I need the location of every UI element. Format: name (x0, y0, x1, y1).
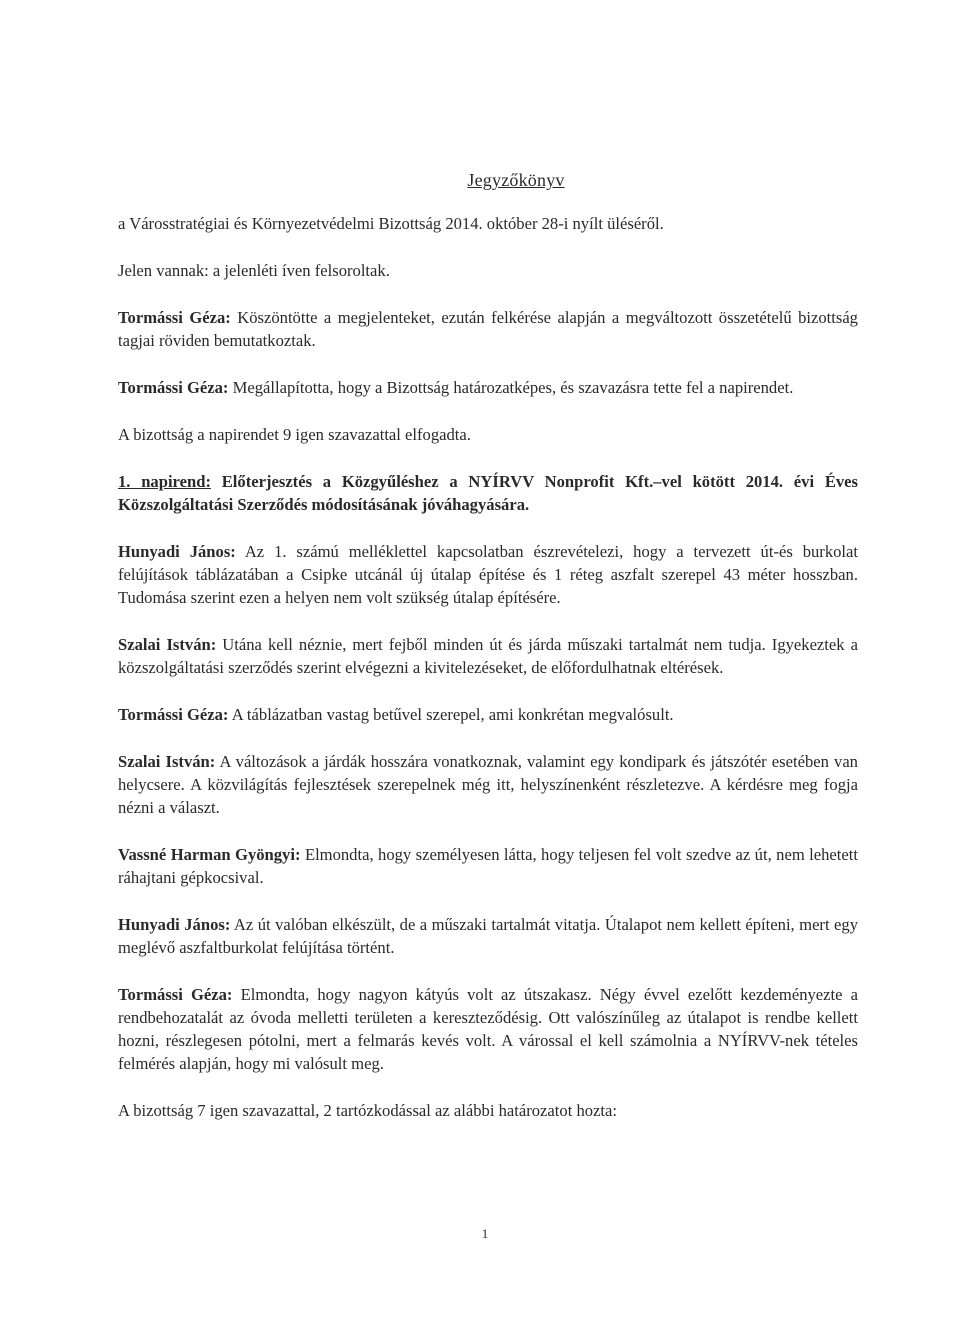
agenda-label: 1. napirend: (118, 472, 211, 491)
vote-paragraph (118, 423, 858, 446)
agenda-item (118, 470, 858, 516)
paragraph-text: A bizottság 7 igen szavazattal, 2 tartózkodással az alábbi határozatot hozta: (118, 1101, 617, 1120)
paragraph-text: A változások a járdák hosszára vonatkoznak, valamint egy kondipark és játszótér esetében van helycsere. A közvilágítás fejlesztések szerepelnek még itt, helyszínenként részletezve. A kérdésre meg fogja nézni a választ. (118, 752, 858, 817)
statement-paragraph (118, 376, 858, 399)
statement-paragraph (118, 703, 858, 726)
intro-paragraph (118, 212, 858, 235)
paragraph-text: Köszöntötte a megjelenteket, ezután felkérése alapján a megváltozott összetételű bizottság tagjai röviden bemutatkoztak. (118, 308, 858, 350)
paragraph-text: Megállapította, hogy a Bizottság határozatképes, és szavazásra tette fel a napirendet. (232, 378, 794, 397)
speaker-name: Hunyadi János: (118, 542, 236, 561)
speaker-name: Vassné Harman Gyöngyi: (118, 845, 301, 864)
statement-paragraph (118, 750, 858, 819)
statement-paragraph (118, 913, 858, 959)
speaker-name: Tormássi Géza: (118, 378, 229, 397)
statement-paragraph (118, 306, 858, 352)
paragraph-text: Elmondta, hogy nagyon kátyús volt az útszakasz. Négy évvel ezelőtt kezdeményezte a rendbehozatalát az óvoda melletti területen a kereszteződésig. Ott valószínűleg az útalapot is rendbe kellett hozni, részlegesen pótolni, mert a felmarás kevés volt. A várossal el kell számolnia a NYÍRVV-nek tételes felmérés alapján, hogy mi valósult meg. (118, 985, 858, 1073)
page-number: 1 (481, 1226, 489, 1241)
paragraph-text: Az út valóban elkészült, de a műszaki tartalmát vitatja. Útalapot nem kellett építeni, mert egy meglévő aszfaltburkolat felújítása történt. (118, 915, 858, 957)
speaker-name: Hunyadi János: (118, 915, 231, 934)
speaker-name: Tormássi Géza: (118, 308, 231, 327)
statement-paragraph (118, 983, 858, 1075)
paragraph-text: Az 1. számú melléklettel kapcsolatban észrevételezi, hogy a tervezett út-és burkolat felújítások táblázatában a Csipke utcánál új útalap építése és 1 réteg aszfalt szerepel 43 méter hosszban. Tudomása szerint ezen a helyen nem volt szükség útalap építésére. (118, 542, 859, 607)
speaker-name: Tormássi Géza: (118, 705, 229, 724)
speaker-name: Szalai István: (118, 752, 216, 771)
statement-paragraph (118, 843, 858, 889)
resolution-intro-paragraph (118, 1099, 858, 1122)
speaker-name: Tormássi Géza: (118, 985, 233, 1004)
document-title: Jegyzőkönyv (467, 170, 565, 190)
statement-paragraph (118, 633, 858, 679)
paragraph-text: A bizottság a napirendet 9 igen szavazattal elfogadta. (118, 425, 471, 444)
agenda-text: Előterjesztés a Közgyűléshez a NYÍRVV Nonprofit Kft.–vel kötött 2014. évi Éves Közszolgáltatási Szerződés módosításának jóváhagyására. (118, 472, 859, 514)
paragraph-text: Elmondta, hogy személyesen látta, hogy teljesen fel volt szedve az út, nem lehetett ráhajtani gépkocsival. (118, 845, 858, 887)
document-body (118, 212, 858, 1146)
paragraph-text: A táblázatban vastag betűvel szerepel, ami konkrétan megvalósult. (231, 705, 674, 724)
speaker-name: Szalai István: (118, 635, 217, 654)
paragraph-text: Jelen vannak: a jelenléti íven felsoroltak. (118, 261, 390, 280)
paragraph-text: Utána kell néznie, mert fejből minden út és járda műszaki tartalmát nem tudja. Igyekeztek a közszolgáltatási szerződés szerint elvégezni a kivitelezéseket, de előfordulhatnak eltérések. (118, 635, 858, 677)
paragraph-text: a Városstratégiai és Környezetvédelmi Bizottság 2014. október 28-i nyílt üléséről. (118, 214, 664, 233)
statement-paragraph (118, 540, 858, 609)
attendance-paragraph (118, 259, 858, 282)
